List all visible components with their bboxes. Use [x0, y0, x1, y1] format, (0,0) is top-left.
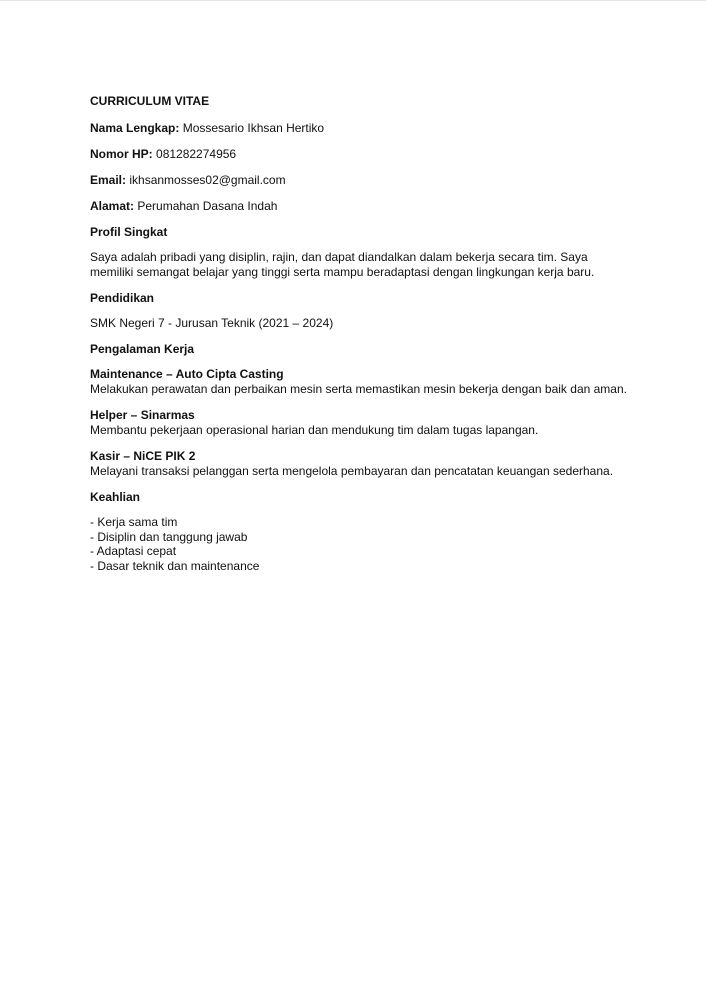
profile-text: Saya adalah pribadi yang disiplin, rajin, dan dapat diandalkan dalam bekerja secara tim. Saya memiliki semangat belajar yang tinggi serta mampu beradaptasi dengan lingkungan kerja baru.	[90, 250, 595, 279]
job-description: Melayani transaksi pelanggan serta mengelola pembayaran dan pencatatan keuangan sederhana.	[90, 464, 614, 478]
education-heading: Pendidikan	[90, 291, 155, 305]
job-title: Helper – Sinarmas	[90, 408, 195, 422]
skill-item: - Adaptasi cepat	[90, 544, 177, 558]
field-value: 081282274956	[156, 147, 237, 161]
job-item	[90, 367, 630, 397]
field-email	[90, 173, 630, 188]
skill-item: - Disiplin dan tanggung jawab	[90, 529, 248, 544]
profile-heading: Profil Singkat	[90, 225, 168, 239]
skill-item: - Dasar teknik dan maintenance	[90, 558, 260, 573]
field-value: Mossesario Ikhsan Hertiko	[182, 121, 325, 135]
skills-list	[90, 515, 630, 573]
job-description: Melakukan perawatan dan perbaikan mesin serta memastikan mesin bekerja dengan baik dan aman.	[90, 382, 627, 396]
job-description: Membantu pekerjaan operasional harian dan mendukung tim dalam tugas lapangan.	[90, 423, 539, 437]
field-label: Alamat:	[90, 199, 135, 213]
field-label: Email:	[90, 173, 127, 187]
job-title: Kasir – NiCE PIK 2	[90, 449, 196, 463]
skill-item: - Kerja sama tim	[90, 515, 178, 529]
field-phone	[90, 147, 630, 162]
document-title: CURRICULUM VITAE	[90, 94, 210, 108]
field-label: Nama Lengkap:	[90, 121, 180, 135]
field-value: ikhsanmosses02@gmail.com	[129, 173, 286, 187]
cv-document	[90, 94, 630, 573]
experience-heading: Pengalaman Kerja	[90, 342, 195, 356]
field-value: Perumahan Dasana Indah	[137, 199, 278, 213]
job-item	[90, 408, 630, 438]
field-full-name	[90, 121, 630, 136]
field-address	[90, 199, 630, 214]
job-item	[90, 449, 630, 479]
job-title: Maintenance – Auto Cipta Casting	[90, 367, 284, 381]
field-label: Nomor HP:	[90, 147, 153, 161]
education-text: SMK Negeri 7 - Jurusan Teknik (2021 – 2024)	[90, 316, 334, 330]
skills-heading: Keahlian	[90, 490, 141, 504]
page-top-edge	[0, 0, 706, 1]
